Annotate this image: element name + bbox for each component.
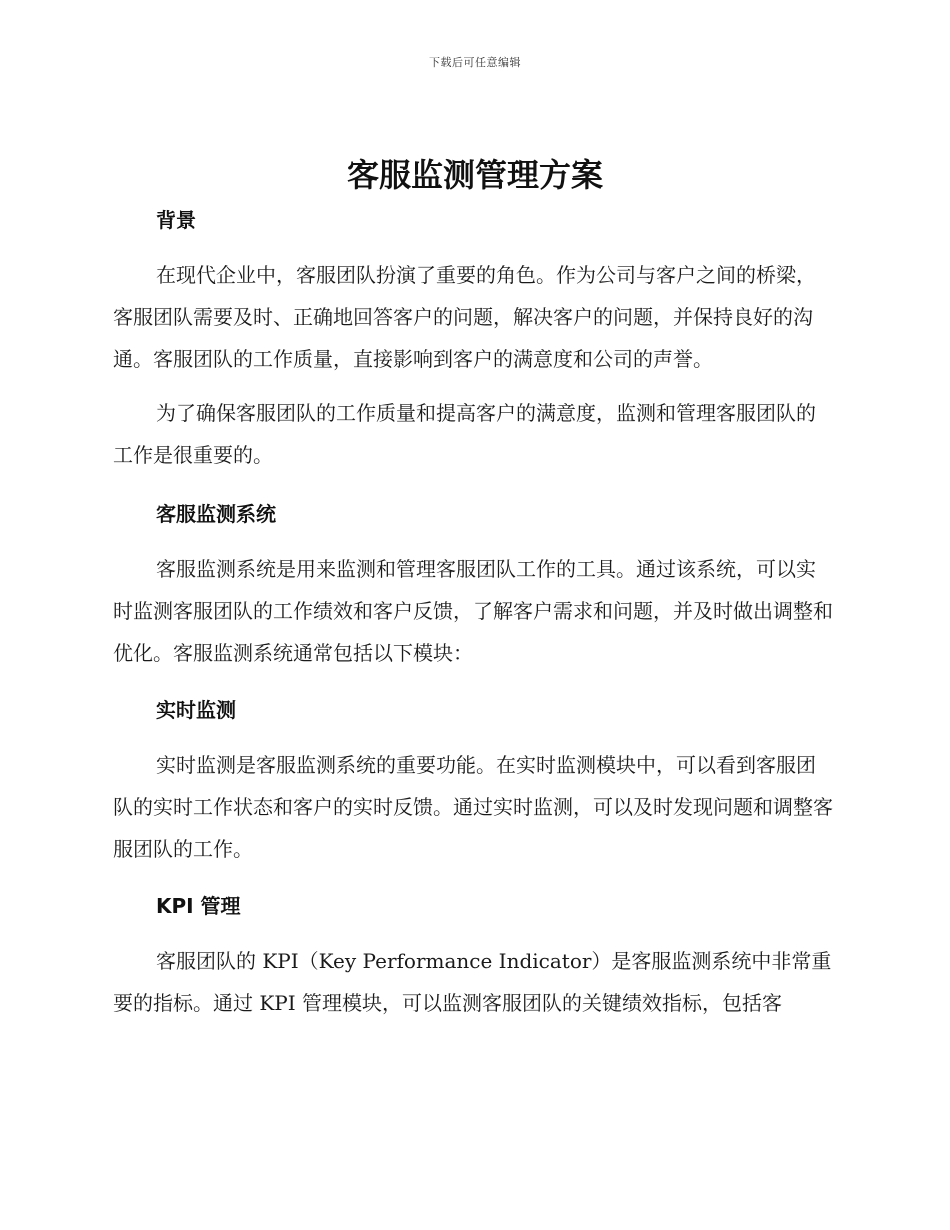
paragraph: 在现代企业中，客服团队扮演了重要的角色。作为公司与客户之间的桥梁，客服团队需要及时、正确地回答客户的问题，解决客户的问题，并保持良好的沟通。客服团队的工作质量，直接影响到客户的满意度和公司的声誉。 (113, 263, 816, 371)
section-heading-realtime-monitoring: 实时监测 (156, 698, 236, 722)
paragraph: 客服团队的 KPI（Key Performance Indicator）是客服监测系统中非常重要的指标。通过 KPI 管理模块，可以监测客服团队的关键绩效指标，包括客 (113, 949, 832, 1015)
paragraph: 为了确保客服团队的工作质量和提高客户的满意度，监测和管理客服团队的工作是很重要的。 (113, 401, 816, 467)
document-body (113, 200, 833, 1024)
paragraph: 客服监测系统是用来监测和管理客服团队工作的工具。通过该系统，可以实时监测客服团队的工作绩效和客户反馈，了解客户需求和问题，并及时做出调整和优化。客服监测系统通常包括以下模块： (113, 557, 833, 665)
document-title: 客服监测管理方案 (346, 156, 603, 194)
section-heading-background: 背景 (156, 208, 196, 232)
paragraph: 实时监测是客服监测系统的重要功能。在实时监测模块中，可以看到客服团队的实时工作状态和客户的实时反馈。通过实时监测，可以及时发现问题和调整客服团队的工作。 (113, 753, 833, 861)
section-heading-monitoring-system: 客服监测系统 (156, 502, 276, 526)
header-note: 下载后可任意编辑 (429, 56, 521, 69)
section-heading-kpi-management: KPI 管理 (156, 894, 241, 918)
